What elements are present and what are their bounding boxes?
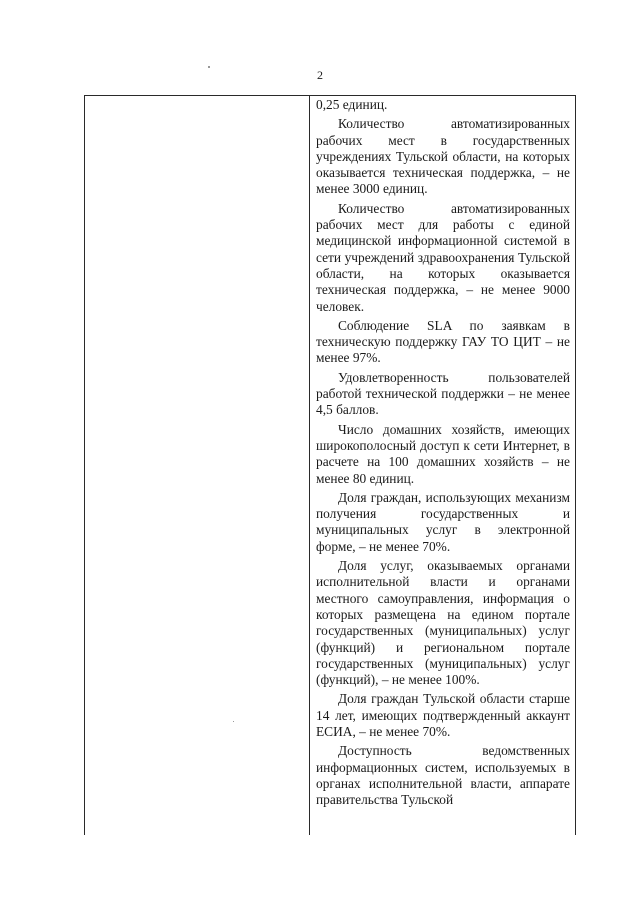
scan-speck (208, 66, 210, 68)
paragraph-workstations-support: Количество автоматизированных рабочих мест в государственных учреждениях Тульской области, на которых оказывается техническая поддержка, – не менее 3000 единиц. (316, 116, 570, 197)
paragraph-systems-availability: Доступность ведомственных информационных систем, используемых в органах исполнительной власти, аппарате правительства Тульской (316, 743, 570, 808)
indicators-table (84, 95, 576, 835)
paragraph-services-portal: Доля услуг, оказываемых органами исполнительной власти и органами местного самоуправления, информация о которых размещена на едином портале государственных (муниципальных) услуг (функций) и региональном портале государственных (муниципальных) услуг (функций), – не менее 100%. (316, 558, 570, 688)
paragraph-medical-workstations: Количество автоматизированных рабочих мест для работы с единой медицинской информационной системой в сети учреждений здравоохранения Тульской области, на которых оказывается техническая поддержка, – не менее 9000 человек. (316, 200, 570, 314)
table-right-cell (310, 96, 574, 835)
paragraph-esia-accounts: Доля граждан Тульской области старше 14 лет, имеющих подтвержденный аккаунт ЕСИА, – не менее 70%. (316, 691, 570, 739)
page-number: 2 (317, 68, 323, 82)
paragraph-continuation: 0,25 единиц. (316, 97, 388, 112)
paragraph-electronic-services: Доля граждан, использующих механизм получения государственных и муниципальных услуг в электронной форме, – не менее 70%. (316, 489, 570, 554)
paragraph-broadband-households: Число домашних хозяйств, имеющих широкополосный доступ к сети Интернет, в расчете на 100 домашних хозяйств – не менее 80 единиц. (316, 421, 570, 486)
table-left-cell (85, 96, 310, 835)
paragraph-user-satisfaction: Удовлетворенность пользователей работой технической поддержки – не менее 4,5 баллов. (316, 369, 570, 418)
paragraph-sla: Соблюдение SLA по заявкам в техническую поддержку ГАУ ТО ЦИТ – не менее 97%. (316, 317, 570, 366)
